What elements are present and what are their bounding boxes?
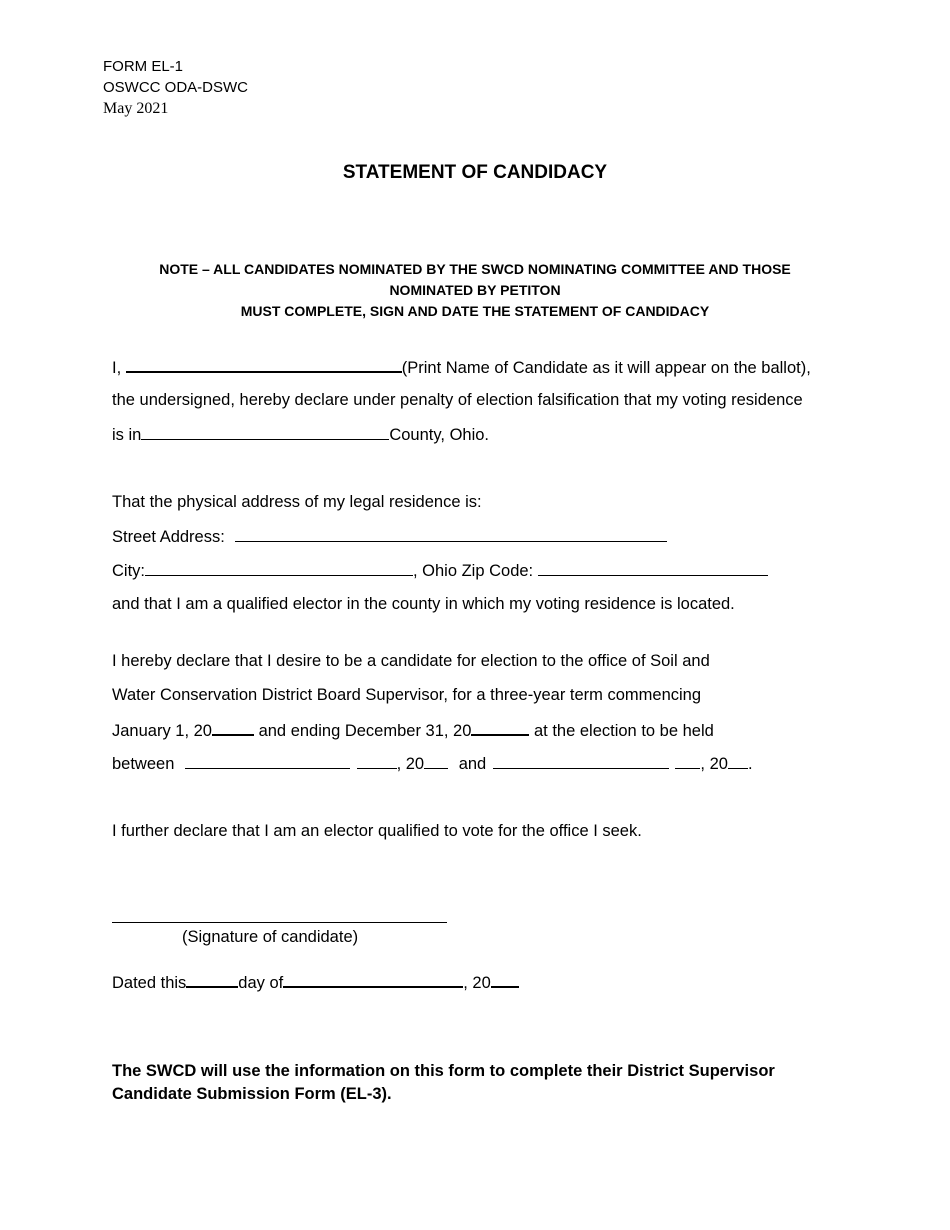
- form-id: FORM EL-1: [103, 58, 184, 75]
- note-line-3: MUST COMPLETE, SIGN AND DATE THE STATEMENT OF CANDIDACY: [240, 303, 710, 319]
- candidacy-line-1: I hereby declare that I desire to be a candidate for election to the office of Soil and: [112, 652, 710, 670]
- dated-prefix: Dated this: [112, 974, 187, 992]
- zip-label: , Ohio Zip Code:: [413, 562, 534, 580]
- period: .: [747, 755, 753, 773]
- end-year-field[interactable]: [471, 717, 529, 736]
- street-address-field[interactable]: [235, 524, 667, 542]
- candidacy-line-4: [112, 751, 753, 775]
- print-name-hint: (Print Name of Candidate as it will appear on the ballot),: [401, 359, 811, 377]
- election-start-day-field[interactable]: [357, 751, 397, 769]
- election-end-year-field[interactable]: [728, 751, 748, 769]
- election-end-month-field[interactable]: [493, 751, 669, 769]
- prefix-i: I,: [112, 359, 122, 377]
- declaration-line-1: [112, 354, 811, 378]
- note-line-1: NOTE – ALL CANDIDATES NOMINATED BY THE SWCD NOMINATING COMMITTEE AND THOSE: [159, 261, 791, 277]
- city-line: [112, 558, 768, 582]
- note-line-2: NOMINATED BY PETITON: [389, 282, 561, 298]
- further-declaration: I further declare that I am an elector qualified to vote for the office I seek.: [112, 822, 642, 840]
- footer-note: The SWCD will use the information on this form to complete their District Supervisor Candidate Submission Form (EL-3).: [112, 1062, 775, 1103]
- jan-prefix: January 1, 20: [112, 722, 212, 740]
- street-line: [112, 524, 667, 548]
- note-block: [100, 259, 850, 322]
- city-label: City:: [112, 562, 145, 580]
- candidacy-line-3: [112, 717, 714, 741]
- day-of-label: day of: [238, 974, 284, 992]
- is-in-label: is in: [112, 426, 142, 444]
- dated-comma-20: , 20: [463, 974, 491, 992]
- election-start-month-field[interactable]: [185, 751, 350, 769]
- election-held-label: at the election to be held: [534, 722, 714, 740]
- qualified-elector-line: and that I am a qualified elector in the county in which my voting residence is located.: [112, 595, 735, 613]
- page-title: STATEMENT OF CANDIDACY: [342, 162, 608, 183]
- form-org: OSWCC ODA-DSWC: [103, 79, 248, 96]
- dated-line: [112, 969, 519, 993]
- county-ohio-label: County, Ohio.: [389, 426, 490, 444]
- zip-code-field[interactable]: [538, 558, 768, 576]
- election-end-day-field[interactable]: [675, 751, 700, 769]
- candidate-name-field[interactable]: [126, 354, 402, 373]
- and-label: and: [458, 755, 487, 773]
- election-start-year-field[interactable]: [424, 751, 448, 769]
- signature-label: (Signature of candidate): [182, 928, 359, 946]
- county-field[interactable]: [141, 422, 389, 440]
- candidacy-line-2: Water Conservation District Board Supervisor, for a three-year term commencing: [112, 686, 702, 704]
- start-year-field[interactable]: [212, 717, 254, 736]
- comma-20-b: , 20: [700, 755, 728, 773]
- address-intro: That the physical address of my legal residence is:: [112, 493, 482, 511]
- between-label: between: [112, 755, 175, 773]
- dated-day-field[interactable]: [186, 969, 238, 988]
- declaration-line-2: the undersigned, hereby declare under penalty of election falsification that my voting residence: [112, 391, 803, 409]
- comma-20-a: , 20: [396, 755, 425, 773]
- ending-label: and ending December 31, 20: [258, 722, 472, 740]
- city-field[interactable]: [145, 558, 413, 576]
- signature-field[interactable]: [112, 922, 447, 923]
- dated-year-field[interactable]: [491, 969, 519, 988]
- form-date: May 2021: [103, 100, 169, 117]
- dated-month-field[interactable]: [283, 969, 463, 988]
- declaration-line-3: [112, 422, 489, 446]
- street-label: Street Address:: [112, 528, 225, 546]
